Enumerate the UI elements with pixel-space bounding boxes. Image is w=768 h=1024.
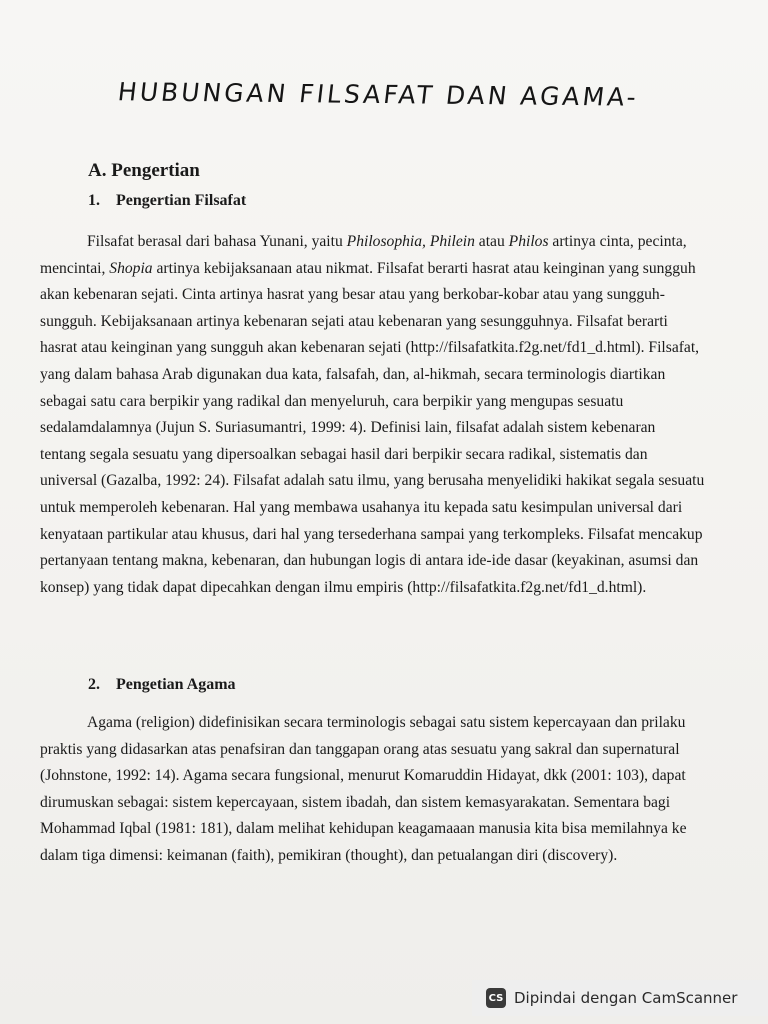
subheading-agama bbox=[88, 676, 236, 694]
subheading-number: 1. bbox=[88, 192, 100, 209]
para-italic-term: Shopia bbox=[109, 259, 153, 277]
camscanner-logo-icon: CS bbox=[486, 988, 506, 1008]
para-italic-term: Philos bbox=[508, 233, 549, 250]
para-text: Filsafat berasal dari bahasa Yunani, yaitu bbox=[87, 233, 347, 250]
subheading-number: 2. bbox=[88, 676, 100, 693]
handwritten-title: HUBUNGAN FILSAFAT DAN AGAMA- bbox=[116, 77, 641, 112]
paragraph-filsafat bbox=[40, 229, 705, 601]
para-text: artinya cinta, pecinta, mencintai, bbox=[40, 233, 687, 277]
paragraph-agama: Agama (religion) didefinisikan secara terminologis sebagai satu sistem kepercayaan dan prilaku praktis yang didasarkan atas penafsiran dan tanggapan orang atas sesuatu yang sakral dan supernatural (Johnstone, 1992: 14). Agama secara fungsional, menurut Komaruddin Hidayat, dkk (2001: 103), dapat dirumuskan sebagai: sistem kepercayaan, sistem ibadah, dan sistem kemasyarakatan. Sementara bagi Mohammad Iqbal (1981: 181), dalam melihat kehidupan keagamaaan manusia kita bisa memilahnya ke dalam tiga dimensi: keimanan (faith), pemikiran (thought), dan petualangan diri (discovery). bbox=[40, 714, 687, 864]
para-italic-term: Philosophia, Philein bbox=[346, 233, 475, 250]
para-text: atau bbox=[474, 233, 509, 250]
subheading-label: Pengertian Filsafat bbox=[116, 192, 247, 209]
para-text: artinya kebijaksanaan atau nikmat. Filsafat berarti hasrat atau keinginan yang sungguh akan kebenaran sejati. Cinta artinya hasrat yang besar atau yang berkobar-kobar atau yang sungguh-sungguh. Kebijaksanaan artinya kebenaran sejati atau kebenaran yang sesungguhnya. Filsafat berarti hasrat atau keinginan yang sungguh akan kebenaran sejati (http://filsafatkita.f2g.net/fd1_d.html). Filsafat, yang dalam bahasa Arab digunakan dua kata, falsafah, dan, al-hikmah, secara terminologis diartikan sebagai satu cara berpikir yang radikal dan menyeluruh, cara berpikir yang mengupas sesuatu sedalamdalamnya (Jujun S. Suriasumantri, 1999: 4). Definisi lain, filsafat adalah sistem kebenaran tentang segala sesuatu yang dipersoalkan sebagai hasil dari berpikir secara radikal, sistematis dan universal (Gazalba, 1992: 24). Filsafat adalah satu ilmu, yang berusaha menyelidiki hakikat segala sesuatu untuk memperoleh kebenaran. Hal yang membawa usahanya itu kepada satu kesimpulan universal dari kenyataan partikular atau khusus, dari hal yang tersederhana sampai yang terkompleks. Filsafat mencakup pertanyaan tentang makna, kebenaran, dan hubungan logis di antara ide-ide dasar (keyakinan, asumsi dan konsep) yang tidak dapat dipecahkan dengan ilmu empiris (http://filsafatkita.f2g.net/fd1_d.html). bbox=[40, 259, 705, 596]
watermark-text: Dipindai dengan CamScanner bbox=[514, 989, 738, 1007]
subheading-filsafat bbox=[88, 192, 246, 210]
section-heading: A. Pengertian bbox=[88, 160, 200, 181]
camscanner-watermark bbox=[472, 980, 768, 1016]
subheading-label: Pengetian Agama bbox=[116, 676, 236, 693]
